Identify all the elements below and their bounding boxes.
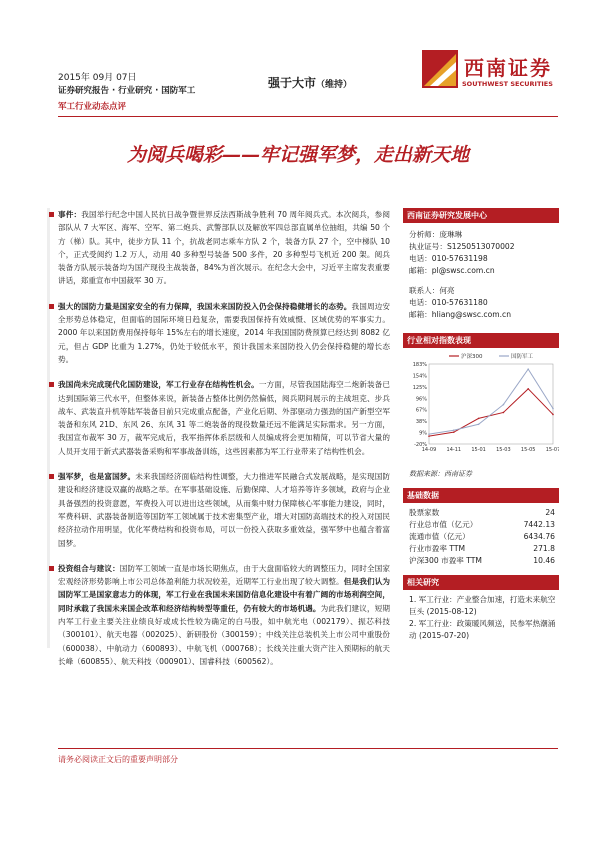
team-header: 西南证券研究发展中心: [403, 208, 559, 223]
basic-data-table: [403, 507, 559, 567]
paragraph-modernization: [58, 378, 390, 458]
logo-text-cn: 西南证券: [464, 56, 552, 80]
bullet-square-icon: [49, 382, 54, 387]
row-key: 沪深300 市盈率 TTM: [409, 556, 482, 565]
series-line-1: [429, 369, 553, 434]
y-tick-label: -20%: [414, 442, 427, 448]
chart-plot-frame: [429, 364, 553, 444]
x-tick-label: 14-09: [421, 447, 437, 453]
basic-header: 基础数据: [403, 488, 559, 503]
page-title: 为阅兵喝彩——牢记强军梦，走出新天地: [126, 144, 469, 166]
para-text: 未来我国经济面临结构性调整，大力推进军民融合式发展战略，是实现国防建设和经济建设双赢的战略之举。在军事基础设施、后勤保障、人才培养等许多领域，政府与企业具备强烈的投资意愿，军费投入可以进出这些领域，从而集中财力保障核心军事能力建设，同时，军费科研、武器装备制造等国防军工领域属于技术密集型产业，增大对国防高端技术的投入对国民经济拉动作用明显，优化军费结构和投资布局，可以一份投入获取多重效益，强军梦中也蕴含着富国梦。: [58, 472, 391, 548]
row-value: 10.46: [533, 556, 555, 565]
footer-disclaimer: 请务必阅读正文后的重要声明部分: [58, 755, 178, 764]
row-key: 流通市值（亿元）: [409, 532, 470, 541]
row-value: 24: [545, 508, 555, 517]
index-chart-svg: [403, 348, 559, 466]
row-value: 7442.13: [523, 520, 555, 529]
index-chart: [403, 348, 559, 468]
para-lead: 强大的国防力量是国家安全的有力保障，我国未来国防投入仍会保持稳健增长的态势。: [58, 301, 352, 311]
data-point: [453, 431, 455, 433]
legend-label: 国防军工: [511, 354, 534, 360]
para-text: 我国举行纪念中国人民抗日战争暨世界反法西斯战争胜利 70 周年阅兵式。本次阅兵，参阅部队从 7 大军区、海军、空军、第二炮兵、武警部队以及解放军四总部直属单位抽组，共编 50 个方（梯）队。其中，徒步方队 11 个，抗战老同志乘车方队 2 个，装备方队 27 个，空中梯队 10 个，正式受阅约 1.2 万人，动用 40 多种型号装备 500 多件，20 多种型号飞机近 200 架。阅兵装备方队展示装备均为国产现役主战装备，84%为首次展示。在纪念大会中，习近平主席发表重要讲话，郑重宣布中国裁军 30 万。: [58, 210, 390, 286]
analyst-license: 执业证号：S1250513070002: [409, 242, 515, 251]
main-body: [58, 208, 390, 680]
index-header: 行业相对指数表现: [403, 333, 559, 348]
para-lead: 我国尚未完成现代化国防建设，军工行业存在结构性机会。: [58, 380, 259, 390]
x-tick-label: 14-11: [446, 447, 462, 453]
data-point: [552, 414, 554, 416]
para-text: 一方面，尽管我国陆海空二炮新装备已达到国际第三代水平，但整体来说，新装备占整体比例仍然偏低，阅兵期间展示的主战坦克、步兵战车、武装直升机等陆军装备目前只完成重点配备，产业化后期、外部驱动力强劲的国产新型空军装备和东风 21D、东风 26、东风 31 等二炮装备的现役数量还远不能满足实际需求。另一方面，我国宣布裁军 30 万，裁军完成后，我军指挥体系层级和人员编成将会更加精简，可以节省大量的人员开支用于新式武器装备采购和军事战备训练，这些因素都为军工行业带来了结构性机会。: [58, 380, 391, 456]
rating-note: （维持）: [316, 80, 353, 90]
data-point: [453, 429, 455, 431]
y-tick-label: 96%: [415, 396, 427, 403]
paragraph-investment: [58, 562, 390, 668]
data-point: [527, 388, 529, 390]
series-line-0: [429, 389, 553, 436]
paragraph-defense: [58, 300, 390, 366]
header-divider: [58, 116, 558, 117]
analyst-email[interactable]: 邮箱：pl@swsc.com.cn: [409, 266, 495, 275]
related-item-1[interactable]: 1. 军工行业：产业整合加速，打造未来航空巨头 (2015-08-12): [409, 595, 556, 616]
analyst-name: 分析师：庞琳琳: [409, 230, 463, 239]
y-tick-label: 154%: [412, 373, 427, 380]
logo-emblem-icon: [420, 48, 460, 90]
table-row: [403, 555, 559, 567]
x-tick-label: 15-07: [545, 447, 559, 453]
table-row: [403, 519, 559, 531]
related-header: 相关研究: [403, 575, 559, 590]
para-text: 我国周边安全形势总体稳定，但面临的国际环境日趋复杂，需要我国保持有效威慑、区域优势的军事实力。2000 年以来国防费用保持每年 15%左右的增长速度，2014 年我国国防费预算已经达到 8082 亿元，但占 GDP 比重为 1.27%，仍处于较低水平，预计我国未来国防投入仍会保持稳健的增长态势。: [58, 301, 391, 364]
footer-divider: [58, 748, 558, 749]
sidebar: [403, 208, 559, 642]
report-category: 证券研究报告 · 行业研究 · 国防军工: [58, 86, 196, 96]
data-point: [478, 418, 480, 420]
y-tick-label: 38%: [415, 419, 427, 426]
bullet-square-icon: [49, 304, 54, 309]
data-point: [503, 404, 505, 406]
x-tick-label: 15-01: [471, 447, 486, 453]
paragraph-event: [58, 208, 390, 288]
row-key: 股票家数: [409, 508, 440, 517]
report-type: 军工行业动态点评: [58, 102, 127, 112]
y-tick-label: 183%: [412, 362, 427, 368]
report-date: 2015年 09月 07日: [58, 73, 137, 83]
row-key: 行业市盈率 TTM: [409, 544, 466, 553]
analyst-phone: 电话：010-57631198: [409, 254, 488, 263]
legend-label: 沪深300: [461, 354, 483, 360]
para-tail: 为此我们建议，短期内军工行业主要关注业绩良好或成长性较为确定的白马股，如中航光电（002179）、振芯科技（300101）、航天电器（002025）、新研股份（300159）；中线关注总装机关上市公司中重股份（600038）、中航动力（600893）、中航飞机（000768）；长线关注重大资产注入预期标的航天长峰（600855）、航天科技（000901）、国睿科技（600562）。: [58, 603, 391, 666]
data-point: [503, 412, 505, 414]
related-item-2[interactable]: 2. 军工行业：政策暖风频送，民参军热潮涌动 (2015-07-20): [409, 619, 556, 640]
rating-label: 强于大市: [268, 76, 317, 90]
x-tick-label: 15-05: [520, 447, 536, 453]
data-point: [428, 433, 430, 435]
para-lead: 投资组合与建议：: [58, 563, 120, 573]
row-value: 6434.76: [523, 532, 555, 541]
bullet-square-icon: [49, 566, 54, 571]
rating: [268, 74, 352, 91]
x-tick-label: 15-03: [496, 447, 511, 453]
contact-name: 联系人：何亮: [409, 286, 455, 295]
para-text: 国防军工领域一直是市场长期焦点，由于大盘面临较大的调整压力，同时全国家宏观经济形势影响上市公司总体盈利能力状况较差，近期军工行业出现了较大调整。: [58, 563, 391, 587]
y-tick-label: 9%: [419, 430, 427, 437]
row-value: 271.8: [533, 544, 555, 553]
paragraph-dream: [58, 470, 390, 550]
contact-phone: 电话：010-57631180: [409, 298, 488, 307]
data-point: [552, 408, 554, 410]
table-row: [403, 531, 559, 543]
data-point: [527, 368, 529, 370]
para-lead: 事件：: [58, 210, 82, 219]
para-bold: 但是我们认为国防军工是国家意志力的体现，军工行业在我国未来国防信息化建设中有着广阔的市场利润空间，同时承载了我国未来国企改革和经济结构转型等重任，仍有较大的市场机遇。: [58, 577, 391, 613]
chart-source: 数据来源：西南证券: [409, 470, 472, 478]
table-row: [403, 543, 559, 555]
row-key: 行业总市值（亿元）: [409, 520, 478, 529]
table-row: [403, 507, 559, 519]
data-point: [478, 423, 480, 425]
y-tick-label: 125%: [412, 384, 427, 391]
logo-text-en: SOUTHWEST SECURITIES: [462, 80, 553, 88]
para-lead: 强军梦，也是富国梦。: [58, 472, 136, 482]
data-point: [428, 435, 430, 437]
y-tick-label: 67%: [415, 407, 427, 414]
left-margin-bar: [47, 208, 50, 648]
bullet-square-icon: [49, 212, 54, 217]
contact-email[interactable]: 邮箱：hliang@swsc.com.cn: [409, 310, 512, 319]
bullet-square-icon: [49, 474, 54, 479]
